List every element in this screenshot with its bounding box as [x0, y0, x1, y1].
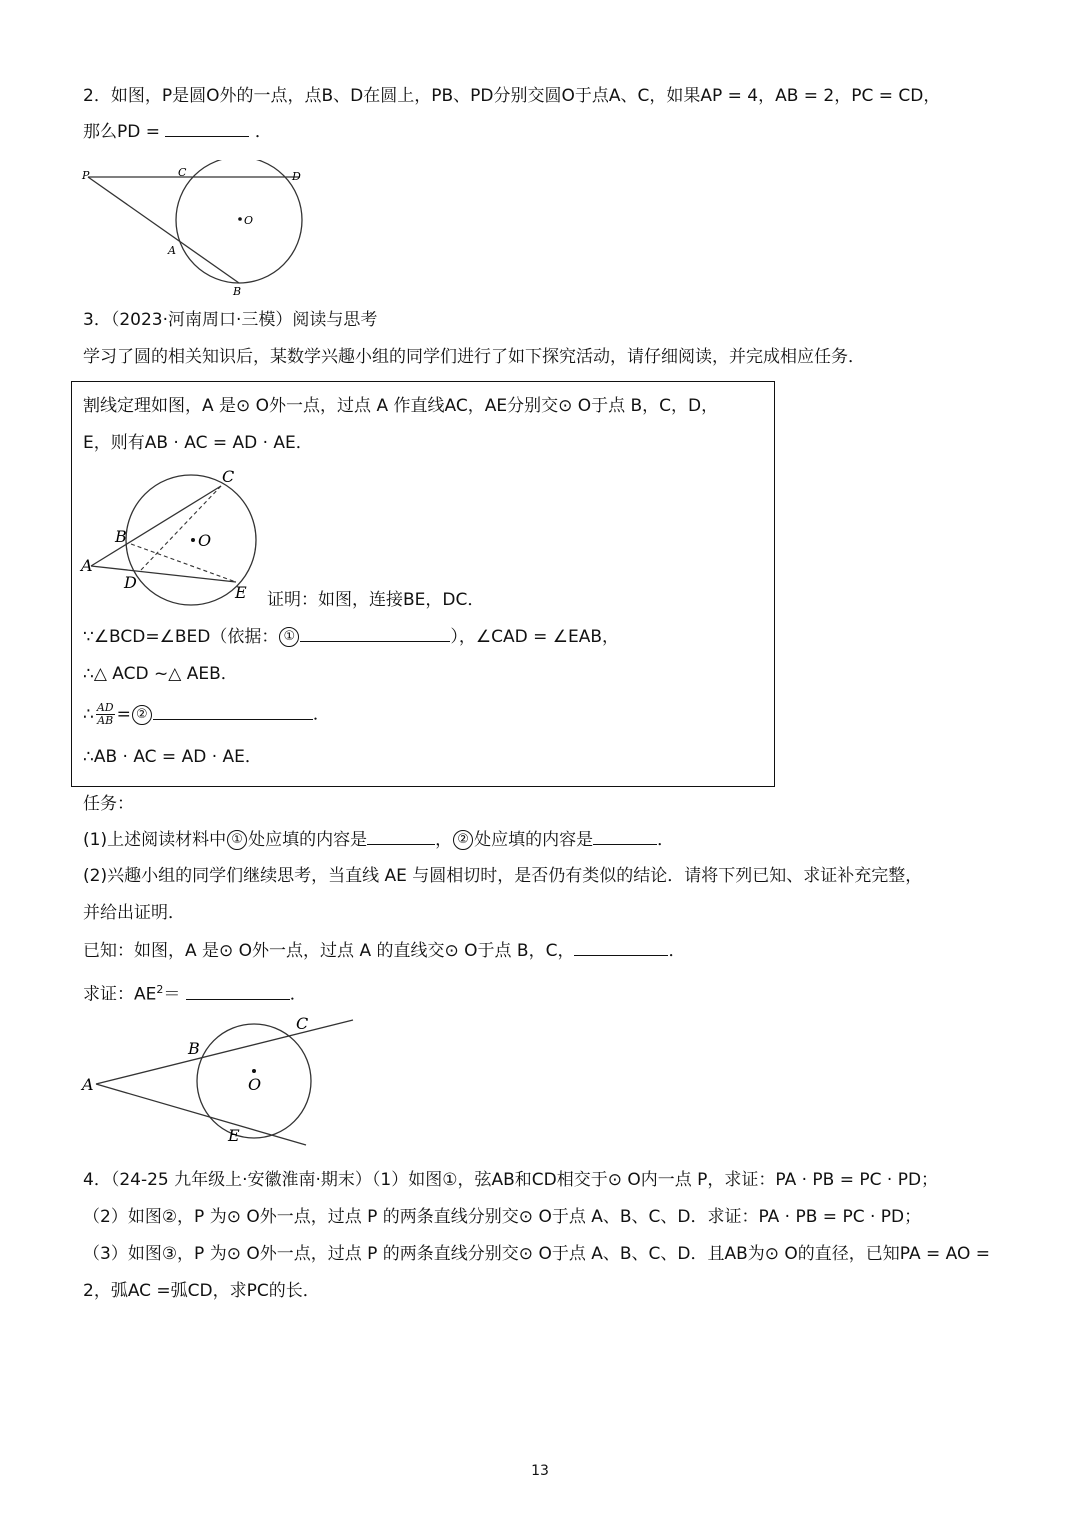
box-label-e: E — [235, 583, 247, 602]
q2-figure — [78, 160, 318, 300]
box-proof-intro: 证明：如图，连接BE，DC． — [267, 590, 485, 610]
q4-line4: 2，弧AC =弧CD，求PC的长． — [83, 1281, 320, 1301]
box-frac-den: AB — [97, 714, 114, 727]
tan-label-e: E — [228, 1126, 240, 1145]
q2-label-d: D — [292, 170, 301, 183]
box-step3 — [83, 702, 330, 727]
box-label-a: A — [81, 556, 93, 575]
tasks-title: 任务： — [83, 794, 134, 814]
box-step3-eq: = — [116, 704, 131, 725]
prove-eq: ＝ — [163, 984, 181, 1005]
prove-sup: 2 — [156, 983, 164, 996]
tangent-center-dot — [252, 1069, 256, 1073]
box-mark-2: ② — [132, 705, 152, 725]
prove-blank[interactable] — [186, 983, 290, 1000]
page-number: 13 — [531, 1463, 549, 1479]
known-line — [83, 939, 685, 963]
q2-pd-label: 那么PD = — [83, 122, 160, 142]
q2-text-line1: 2．如图，P是圆O外的一点，点B、D在圆上，PB、PD分别交圆O于点A、C，如果AP = 4，AB = 2，PC = CD， — [83, 86, 941, 106]
task1-c: ， — [435, 830, 453, 850]
q2-label-a: A — [168, 244, 176, 257]
task1-d: 处应填的内容是 — [474, 830, 594, 850]
known-text: 已知：如图，A 是⊙ O外一点，过点 A 的直线交⊙ O于点 B，C， — [83, 941, 575, 961]
q4-line1: 4．（24-25 九年级上·安徽淮南·期末）（1）如图①，弦AB和CD相交于⊙ O内一点 P，求证：PA · PB = PC · PD； — [83, 1170, 939, 1190]
box-step1-b: ），∠CAD = ∠EAB， — [450, 627, 620, 647]
tan-label-c: C — [296, 1014, 309, 1033]
box-label-b: B — [115, 527, 127, 546]
line-secant-abc — [96, 1020, 353, 1084]
q2-label-c: C — [178, 166, 187, 179]
q2-period: ． — [254, 122, 272, 142]
q2-text-line2 — [83, 120, 272, 144]
box-blank-2[interactable] — [153, 703, 313, 720]
box-center-dot — [191, 538, 195, 542]
box-fraction — [96, 702, 115, 727]
prove-line — [83, 978, 307, 1007]
tan-label-o: O — [248, 1075, 262, 1094]
box-mark-1: ① — [279, 627, 299, 647]
task1 — [83, 828, 674, 852]
prove-end: ． — [289, 984, 307, 1005]
q2-answer-blank[interactable] — [165, 120, 249, 137]
tangent-figure — [78, 1008, 363, 1153]
task1-mark-1: ① — [227, 830, 247, 850]
task1-blank-2[interactable] — [593, 828, 657, 845]
q2-circle — [176, 160, 302, 283]
secant-theorem-figure — [78, 462, 268, 607]
q4-line2: （2）如图②，P 为⊙ O外一点，过点 P 的两条直线分别交⊙ O于点 A、B、C、D．求证：PA · PB = PC · PD； — [83, 1207, 922, 1227]
box-frac-num: AD — [96, 701, 114, 714]
box-label-o: O — [198, 531, 212, 550]
box-label-c: C — [222, 467, 235, 486]
q3-intro: 学习了圆的相关知识后，某数学兴趣小组的同学们进行了如下探究活动，请仔细阅读，并完成相应任务． — [83, 347, 865, 367]
box-step3-prefix: ∴ — [83, 704, 94, 725]
q3-title: 3．（2023·河南周口·三模）阅读与思考 — [83, 310, 378, 330]
line-tangent-ae — [96, 1084, 306, 1145]
task1-a: (1)上述阅读材料中 — [83, 830, 227, 850]
task2-line1: (2)兴趣小组的同学们继续思考，当直线 AE 与圆相切时，是否仍有类似的结论．请将下列已知、求证补充完整， — [83, 866, 923, 886]
box-step1 — [83, 625, 619, 649]
q2-center-dot — [238, 217, 242, 221]
q4-line3: （3）如图③，P 为⊙ O外一点，过点 P 的两条直线分别交⊙ O于点 A、B、C、D．且AB为⊙ O的直径，已知PA = AO = — [83, 1244, 991, 1264]
line-ae — [91, 566, 236, 582]
known-end: ． — [668, 941, 686, 961]
q2-label-b: B — [233, 285, 242, 298]
q2-label-o: O — [244, 214, 254, 227]
box-blank-1[interactable] — [300, 625, 450, 642]
box-step1-a: ∵∠BCD=∠BED（依据： — [83, 627, 279, 647]
q2-secant-pb — [88, 177, 239, 283]
task1-e: ． — [657, 830, 675, 850]
box-label-d: D — [124, 573, 137, 592]
box-step4: ∴AB · AC = AD · AE． — [83, 747, 262, 767]
task1-blank-1[interactable] — [367, 828, 435, 845]
box-line1: 割线定理如图，A 是⊙ O外一点，过点 A 作直线AC，AE分别交⊙ O于点 B，C，D， — [83, 396, 719, 416]
task1-mark-2: ② — [453, 830, 473, 850]
task2-line2: 并给出证明． — [83, 903, 185, 923]
q2-label-p: P — [82, 169, 90, 182]
box-step3-end: ． — [312, 704, 330, 725]
box-step2: ∴△ ACD ~△ AEB． — [83, 664, 238, 684]
task1-b: 处应填的内容是 — [248, 830, 368, 850]
tan-label-a: A — [82, 1075, 94, 1094]
prove-text: 求证：AE — [83, 984, 157, 1005]
tan-label-b: B — [188, 1039, 200, 1058]
box-line2: E，则有AB · AC = AD · AE． — [83, 433, 313, 453]
known-blank[interactable] — [574, 939, 668, 956]
